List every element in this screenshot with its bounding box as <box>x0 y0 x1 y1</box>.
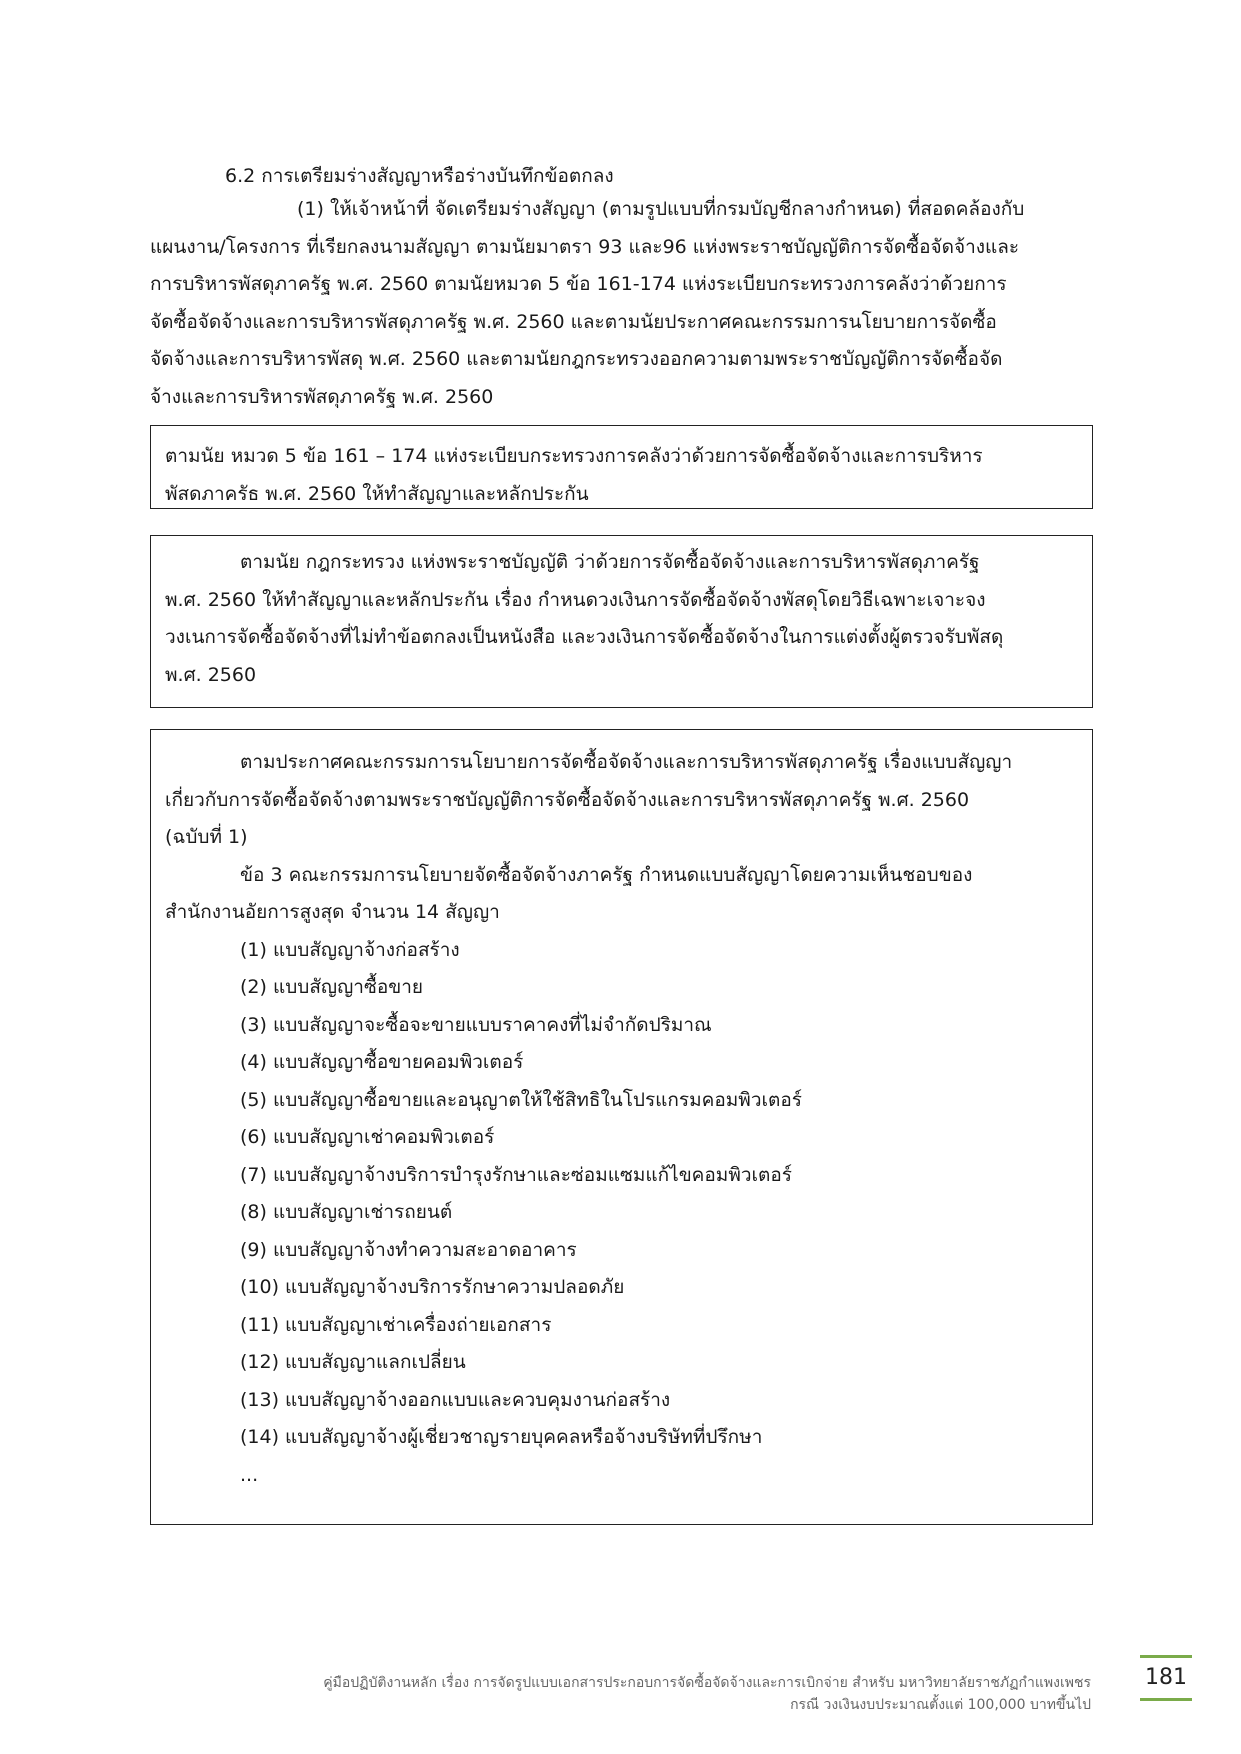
list-item: (7) แบบสัญญาจ้างบริการบำรุงรักษาและซ่อมแซมแก้ไขคอมพิวเตอร์ <box>240 1163 792 1186</box>
list-item: (1) แบบสัญญาจ้างก่อสร้าง <box>240 938 460 961</box>
page-number-bottom-rule <box>1140 1698 1192 1701</box>
box-line: พ.ศ. 2560 <box>165 663 257 686</box>
ministerial-regulation-box <box>150 535 1093 708</box>
box-line: เกี่ยวกับการจัดซื้อจัดจ้างตามพระราชบัญญัติการจัดซื้อจัดจ้างและการบริหารพัสดุภาครัฐ พ.ศ. 2560 <box>165 788 970 811</box>
box-line: สำนักงานอัยการสูงสุด จำนวน 14 สัญญา <box>165 901 500 923</box>
list-item: (11) แบบสัญญาเช่าเครื่องถ่ายเอกสาร <box>240 1313 552 1336</box>
paragraph-line: แผนงาน/โครงการ ที่เรียกลงนามสัญญา ตามนัยมาตรา 93 และ96 แห่งพระราชบัญญัติการจัดซื้อจัดจ้างและ <box>150 235 1020 258</box>
box-line: ตามประกาศคณะกรรมการนโยบายการจัดซื้อจัดจ้างและการบริหารพัสดุภาครัฐ เรื่องแบบสัญญา <box>240 751 1013 773</box>
paragraph-line: จัดซื้อจัดจ้างและการบริหารพัสดุภาครัฐ พ.ศ. 2560 และตามนัยประกาศคณะกรรมการนโยบายการจัดซื้อ <box>150 310 997 333</box>
paragraph-line: (1) ให้เจ้าหน้าที่ จัดเตรียมร่างสัญญา (ตามรูปแบบที่กรมบัญชีกลางกำหนด) ที่สอดคล้องกับ <box>297 198 1025 220</box>
contract-templates-box <box>150 729 1093 1525</box>
box-line: พ.ศ. 2560 ให้ทำสัญญาและหลักประกัน เรื่อง กำหนดวงเงินการจัดซื้อจัดจ้างพัสดุโดยวิธีเฉพาะเจาะจง <box>165 588 986 611</box>
box-line: ตามนัย กฎกระทรวง แห่งพระราชบัญญัติ ว่าด้วยการจัดซื้อจัดจ้างและการบริหารพัสดุภาครัฐ <box>240 551 980 573</box>
box-line: (ฉบับที่ 1) <box>165 826 248 848</box>
section-paragraph <box>150 191 1095 416</box>
box-line: ตามนัย หมวด 5 ข้อ 161 – 174 แห่งระเบียบกระทรวงการคลังว่าด้วยการจัดซื้อจัดจ้างและการบริหาร <box>165 445 983 467</box>
box-line: วงเนการจัดซื้อจัดจ้างที่ไม่ทำข้อตกลงเป็นหนังสือ และวงเงินการจัดซื้อจัดจ้างในการแต่งตั้งผู้ตรวจรับพัสดุ <box>165 626 1004 648</box>
list-item: (2) แบบสัญญาซื้อขาย <box>240 976 424 998</box>
list-item: (4) แบบสัญญาซื้อขายคอมพิวเตอร์ <box>240 1051 524 1073</box>
list-item: (9) แบบสัญญาจ้างทำความสะอาดอาคาร <box>240 1238 577 1261</box>
page-number-block <box>1140 1655 1192 1701</box>
box-line: ข้อ 3 คณะกรรมการนโยบายจัดซื้อจัดจ้างภาครัฐ กำหนดแบบสัญญาโดยความเห็นชอบของ <box>240 863 973 886</box>
list-item: (14) แบบสัญญาจ้างผู้เชี่ยวชาญรายบุคคลหรือจ้างบริษัทที่ปรึกษา <box>240 1426 763 1448</box>
regulation-box <box>150 425 1093 509</box>
list-item: (8) แบบสัญญาเช่ารถยนต์ <box>240 1201 453 1223</box>
list-item: (3) แบบสัญญาจะซื้อจะขายแบบราคาคงที่ไม่จำกัดปริมาณ <box>240 1013 712 1036</box>
list-item: (10) แบบสัญญาจ้างบริการรักษาความปลอดภัย <box>240 1276 625 1298</box>
footer-title: คู่มือปฏิบัติงานหลัก เรื่อง การจัดรูปแบบเอกสารประกอบการจัดซื้อจัดจ้างและการเบิกจ่าย สำหรับ มหาวิทยาลัยราชภัฏกำแพงเพชร <box>323 1675 1091 1691</box>
paragraph-line: จ้างและการบริหารพัสดุภาครัฐ พ.ศ. 2560 <box>150 385 494 408</box>
list-item: (13) แบบสัญญาจ้างออกแบบและควบคุมงานก่อสร้าง <box>240 1388 671 1411</box>
paragraph-line: การบริหารพัสดุภาครัฐ พ.ศ. 2560 ตามนัยหมวด 5 ข้อ 161-174 แห่งระเบียบกระทรวงการคลังว่าด้วยการ <box>150 273 1007 295</box>
list-item: (12) แบบสัญญาแลกเปลี่ยน <box>240 1351 466 1373</box>
page-footer <box>323 1672 1091 1716</box>
footer-subtitle: กรณี วงเงินงบประมาณตั้งแต่ 100,000 บาทขึ้นไป <box>790 1697 1091 1713</box>
paragraph-line: จัดจ้างและการบริหารพัสดุ พ.ศ. 2560 และตามนัยกฎกระทรวงออกความตามพระราชบัญญัติการจัดซื้อจัด <box>150 348 1003 370</box>
box-line: พัสดภาครัธ พ.ศ. 2560 ให้ทำสัญญาและหลักประกัน <box>165 482 589 505</box>
page-number: 181 <box>1145 1665 1187 1690</box>
section-heading: 6.2 การเตรียมร่างสัญญาหรือร่างบันทึกข้อตกลง <box>225 165 614 187</box>
list-item: (6) แบบสัญญาเช่าคอมพิวเตอร์ <box>240 1126 495 1148</box>
list-item: (5) แบบสัญญาซื้อขายและอนุญาตให้ใช้สิทธิในโปรแกรมคอมพิวเตอร์ <box>240 1088 802 1111</box>
list-item: ... <box>240 1463 259 1486</box>
